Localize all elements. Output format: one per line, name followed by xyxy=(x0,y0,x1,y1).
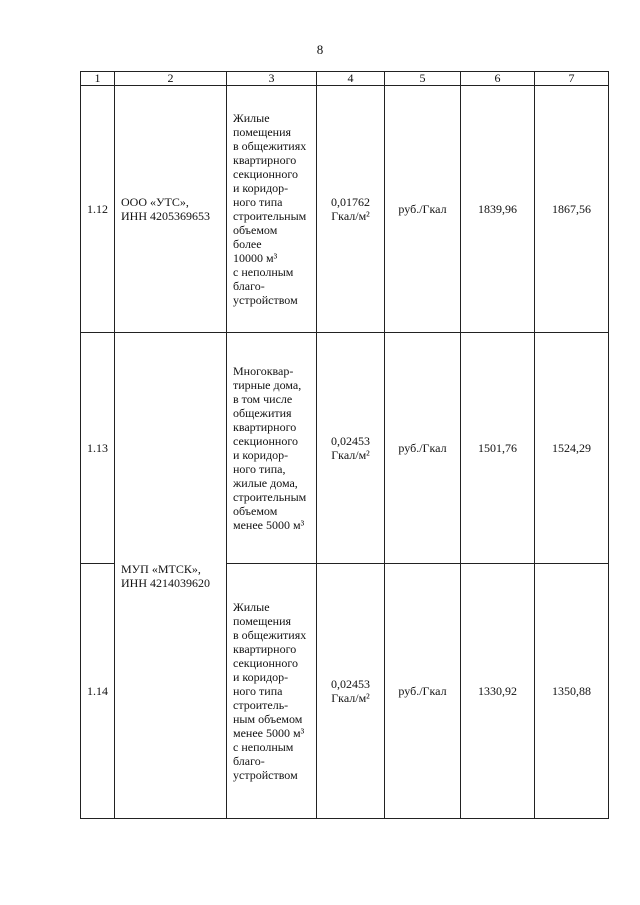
row-number: 1.12 xyxy=(81,86,115,333)
unit-cell: руб./Гкал xyxy=(385,86,461,333)
table-row xyxy=(81,333,609,564)
table-row xyxy=(81,86,609,333)
norm-unit: Гкал/м² xyxy=(331,448,370,462)
organization-inn: ИНН 4205369653 xyxy=(121,209,210,223)
header-cell-5: 5 xyxy=(385,72,461,86)
unit-cell: руб./Гкал xyxy=(385,564,461,819)
consumer-category: Жилые помещения в общежитиях квартирного секционного и коридор- ного типа строитель- ным объемом менее 5000 м³ с неполным благо- устройством xyxy=(227,564,317,819)
header-cell-2: 2 xyxy=(115,72,227,86)
organization-name: ООО «УТС», xyxy=(121,195,189,209)
norm-cell xyxy=(317,333,385,564)
consumer-category: Многоквар- тирные дома, в том числе общежития квартирного секционного и коридор- ного типа, жилые дома, строительным объемом менее 5000 м³ xyxy=(227,333,317,564)
organization-cell xyxy=(115,333,227,819)
norm-value: 0,01762 xyxy=(331,195,370,209)
row-number: 1.14 xyxy=(81,564,115,819)
header-cell-3: 3 xyxy=(227,72,317,86)
norm-cell xyxy=(317,86,385,333)
norm-value: 0,02453 xyxy=(331,677,370,691)
value-col7: 1524,29 xyxy=(535,333,609,564)
value-col7: 1350,88 xyxy=(535,564,609,819)
organization-inn: ИНН 4214039620 xyxy=(121,575,210,590)
norm-cell xyxy=(317,564,385,819)
value-col6: 1501,76 xyxy=(461,333,535,564)
norm-unit: Гкал/м² xyxy=(331,691,370,705)
header-cell-4: 4 xyxy=(317,72,385,86)
row-number: 1.13 xyxy=(81,333,115,564)
header-cell-6: 6 xyxy=(461,72,535,86)
header-row xyxy=(81,72,609,86)
norm-value: 0,02453 xyxy=(331,434,370,448)
unit-cell: руб./Гкал xyxy=(385,333,461,564)
header-cell-1: 1 xyxy=(81,72,115,86)
value-col6: 1839,96 xyxy=(461,86,535,333)
value-col7: 1867,56 xyxy=(535,86,609,333)
header-cell-7: 7 xyxy=(535,72,609,86)
tariff-table xyxy=(80,71,609,819)
norm-unit: Гкал/м² xyxy=(331,209,370,223)
value-col6: 1330,92 xyxy=(461,564,535,819)
organization-name: МУП «МТСК», xyxy=(121,561,201,576)
organization-cell xyxy=(115,86,227,333)
page-number: 8 xyxy=(316,42,324,57)
consumer-category: Жилые помещения в общежитиях квартирного секционного и коридор- ного типа строительным объемом более 10000 м³ с неполным благо- устройством xyxy=(227,86,317,333)
